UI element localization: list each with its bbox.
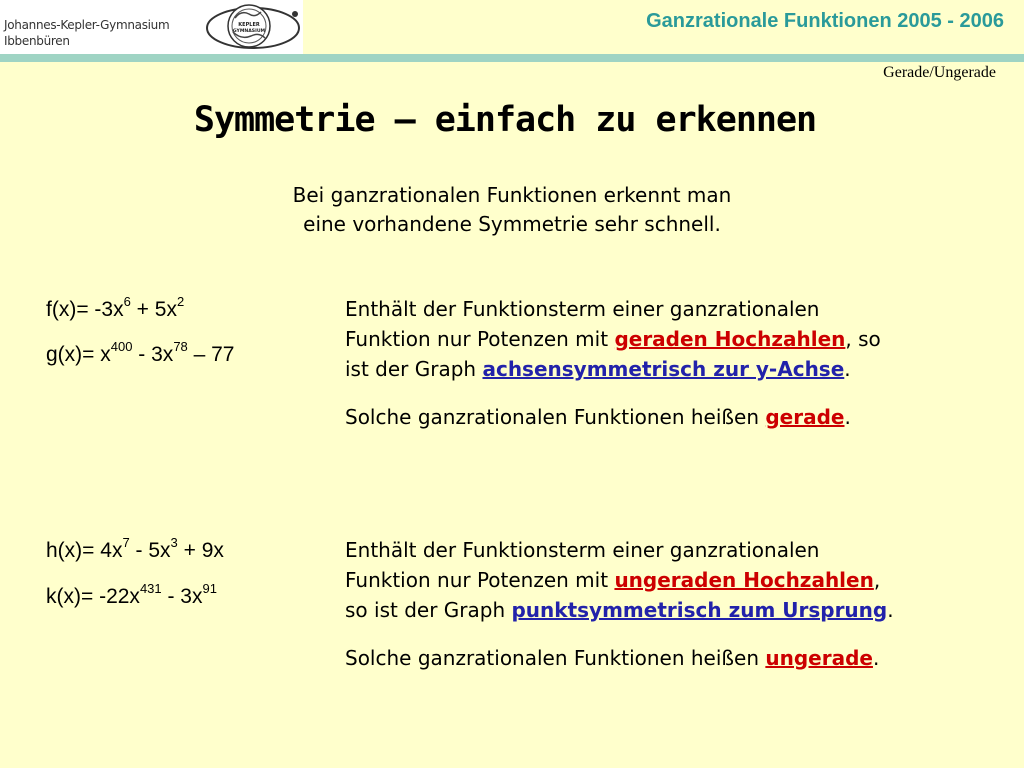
- svg-text:KEPLER: KEPLER: [238, 22, 260, 28]
- even-line1: Enthält der Funktionsterm einer ganzrationalen: [345, 297, 820, 321]
- odd-highlight-symmetry: punktsymmetrisch zum Ursprung: [511, 598, 888, 622]
- intro-line-1: Bei ganzrationalen Funktionen erkennt man: [292, 183, 732, 207]
- school-seal-icon: [205, 2, 301, 54]
- slide-intro: [0, 181, 1024, 239]
- even-highlight-name: gerade: [765, 405, 845, 429]
- school-name-line2: Ibbenbüren: [4, 34, 70, 48]
- header-divider: [0, 54, 1024, 62]
- even-highlight-symmetry: achsensymmetrisch zur y-Achse: [482, 357, 845, 381]
- topic-label: Gerade/Ungerade: [883, 64, 996, 81]
- odd-highlight-exponent: ungeraden Hochzahlen: [614, 568, 874, 592]
- even-highlight-exponent: geraden Hochzahlen: [614, 327, 846, 351]
- intro-line-2: eine vorhandene Symmetrie sehr schnell.: [303, 212, 721, 236]
- formula-k: $k(x)= -22x^{431} - 3x^{91}$: [46, 581, 217, 608]
- odd-line1: Enthält der Funktionsterm einer ganzrationalen: [345, 538, 820, 562]
- slide-title: Symmetrie – einfach zu erkennen: [193, 100, 817, 140]
- odd-highlight-name: ungerade: [765, 646, 873, 670]
- formula-g: $g(x)= x^{400} - 3x^{78} - 77$: [46, 339, 235, 366]
- header-title: Ganzrationale Funktionen 2005 - 2006: [646, 10, 1004, 32]
- svg-text:GYMNASIUM: GYMNASIUM: [232, 29, 266, 34]
- school-name-line1: Johannes-Kepler-Gymnasium: [4, 18, 170, 32]
- header-bar: [0, 0, 1024, 54]
- school-name: [4, 17, 169, 49]
- formula-h: $h(x)= 4x^7 - 5x^3 + 9x$: [46, 535, 224, 562]
- formula-f: $f(x)= -3x^6 + 5x^2$: [46, 294, 185, 321]
- school-logo: [0, 0, 303, 54]
- even-explanation: Enthält der Funktionsterm einer ganzrationalen Funktion nur Potenzen mit geraden Hochzahlen, so ist der Graph achsensymmetrisch zur y-Achse. Solche ganzrationalen Funktionen heißen gerade.: [345, 297, 881, 429]
- odd-explanation: Enthält der Funktionsterm einer ganzrationalen Funktion nur Potenzen mit ungeraden Hochzahlen, so ist der Graph punktsymmetrisch zum Ursprung. Solche ganzrationalen Funktionen heißen ungerade.: [345, 538, 894, 670]
